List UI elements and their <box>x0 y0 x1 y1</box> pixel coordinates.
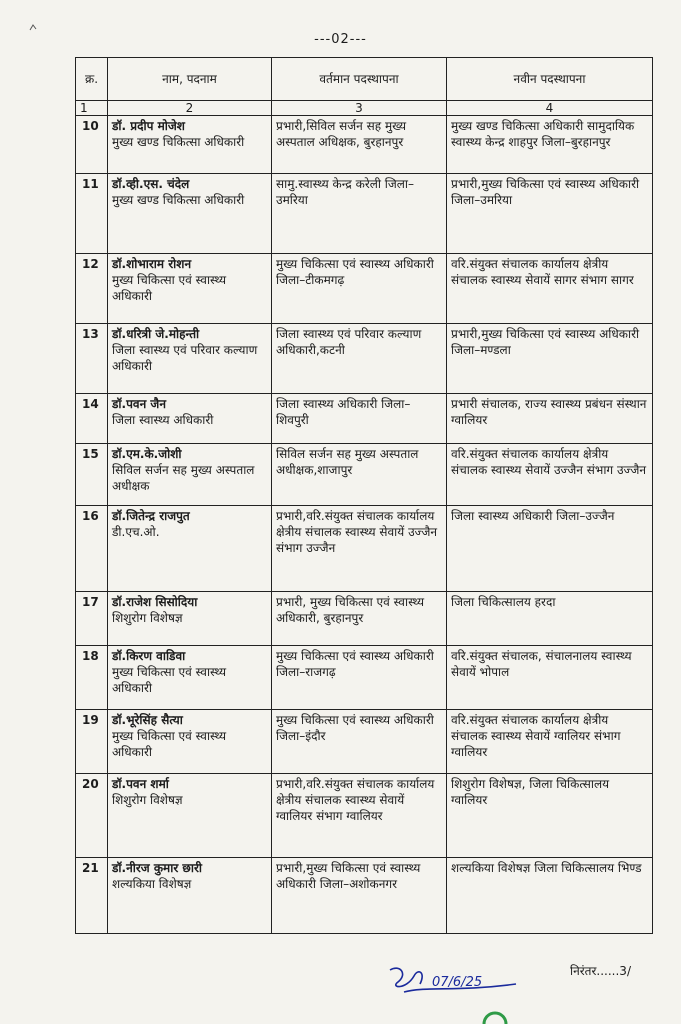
serial-number: 14 <box>76 394 108 444</box>
table-row <box>76 710 653 774</box>
current-posting: प्रभारी,सिविल सर्जन सह मुख्य अस्पताल अधिक्षक, बुरहानपुर <box>272 116 447 174</box>
table-row <box>76 592 653 646</box>
current-posting: सिविल सर्जन सह मुख्य अस्पताल अधीक्षक,शाजापुर <box>272 444 447 506</box>
table-row <box>76 646 653 710</box>
serial-number: 12 <box>76 254 108 324</box>
header-new-posting: नवीन पदस्थापना <box>447 58 653 101</box>
name-designation-cell <box>108 394 272 444</box>
officer-designation: जिला स्वास्थ्य एवं परिवार कल्याण अधिकारी <box>112 343 258 373</box>
officer-designation: शिशुरोग विशेषज्ञ <box>112 793 183 807</box>
table-row <box>76 324 653 394</box>
new-posting: वरि.संयुक्त संचालक, संचालनालय स्वास्थ्य सेवायें भोपाल <box>447 646 653 710</box>
table-row <box>76 116 653 174</box>
officer-designation: जिला स्वास्थ्य अधिकारी <box>112 413 214 427</box>
stamp-edge <box>482 1008 508 1024</box>
column-number: 3 <box>272 101 447 116</box>
column-number: 1 <box>76 101 108 116</box>
serial-number: 10 <box>76 116 108 174</box>
signature-date: 07/6/25 <box>432 975 483 990</box>
table-row <box>76 254 653 324</box>
serial-number: 17 <box>76 592 108 646</box>
serial-number: 19 <box>76 710 108 774</box>
name-designation-cell <box>108 858 272 934</box>
serial-number: 16 <box>76 506 108 592</box>
column-number-row <box>76 101 653 116</box>
officer-designation: डी.एच.ओ. <box>112 525 160 539</box>
page-number: ---02--- <box>314 32 367 47</box>
new-posting: जिला स्वास्थ्य अधिकारी जिला–उज्जैन <box>447 506 653 592</box>
serial-number: 11 <box>76 174 108 254</box>
new-posting: शिशुरोग विशेषज्ञ, जिला चिकित्सालय ग्वालियर <box>447 774 653 858</box>
table-row <box>76 858 653 934</box>
officer-name: डॉ.नीरज कुमार छारी <box>112 861 202 875</box>
officer-designation: शिशुरोग विशेषज्ञ <box>112 611 183 625</box>
officer-designation: सिविल सर्जन सह मुख्य अस्पताल अधीक्षक <box>112 463 255 493</box>
current-posting: जिला स्वास्थ्य अधिकारी जिला–शिवपुरी <box>272 394 447 444</box>
new-posting: प्रभारी,मुख्य चिकित्सा एवं स्वास्थ्य अधिकारी जिला–उमरिया <box>447 174 653 254</box>
officer-name: डॉ.जितेन्द्र राजपुत <box>112 509 190 523</box>
officer-name: डॉ.व्ही.एस. चंदेल <box>112 177 190 191</box>
table-row <box>76 444 653 506</box>
transfer-table <box>75 57 653 934</box>
name-designation-cell <box>108 324 272 394</box>
officer-designation: मुख्य चिकित्सा एवं स्वास्थ्य अधिकारी <box>112 665 227 695</box>
continued-note: निरंतर......3/ <box>570 964 631 978</box>
serial-number: 13 <box>76 324 108 394</box>
current-posting: सामु.स्वास्थ्य केन्द्र करेली जिला–उमरिया <box>272 174 447 254</box>
table-row <box>76 174 653 254</box>
officer-name: डॉ. प्रदीप मोजेश <box>112 119 185 133</box>
serial-number: 21 <box>76 858 108 934</box>
name-designation-cell <box>108 646 272 710</box>
table-row <box>76 394 653 444</box>
current-posting: प्रभारी,मुख्य चिकित्सा एवं स्वास्थ्य अधिकारी जिला–अशोकनगर <box>272 858 447 934</box>
officer-name: डॉ.शोभाराम रोशन <box>112 257 192 271</box>
current-posting: मुख्य चिकित्सा एवं स्वास्थ्य अधिकारी जिला–टीकमगढ़ <box>272 254 447 324</box>
serial-number: 15 <box>76 444 108 506</box>
margin-mark <box>28 22 38 32</box>
current-posting: प्रभारी, मुख्य चिकित्सा एवं स्वास्थ्य अधिकारी, बुरहानपुर <box>272 592 447 646</box>
current-posting: प्रभारी,वरि.संयुक्त संचालक कार्यालय क्षेत्रीय संचालक स्वास्थ्य सेवायें ग्वालियर संभाग ग्वालियर <box>272 774 447 858</box>
officer-designation: मुख्य खण्ड चिकित्सा अधिकारी <box>112 193 245 207</box>
new-posting: वरि.संयुक्त संचालक कार्यालय क्षेत्रीय संचालक स्वास्थ्य सेवायें सागर संभाग सागर <box>447 254 653 324</box>
serial-number: 18 <box>76 646 108 710</box>
new-posting: वरि.संयुक्त संचालक कार्यालय क्षेत्रीय संचालक स्वास्थ्य सेवायें ग्वालियर संभाग ग्वालियर <box>447 710 653 774</box>
name-designation-cell <box>108 506 272 592</box>
current-posting: जिला स्वास्थ्य एवं परिवार कल्याण अधिकारी,कटनी <box>272 324 447 394</box>
current-posting: मुख्य चिकित्सा एवं स्वास्थ्य अधिकारी जिला–राजगढ़ <box>272 646 447 710</box>
name-designation-cell <box>108 774 272 858</box>
new-posting: शल्यकिया विशेषज्ञ जिला चिकित्सालय भिण्ड <box>447 858 653 934</box>
table-row <box>76 774 653 858</box>
officer-designation: शल्यकिया विशेषज्ञ <box>112 877 192 891</box>
name-designation-cell <box>108 116 272 174</box>
new-posting: प्रभारी,मुख्य चिकित्सा एवं स्वास्थ्य अधिकारी जिला–मण्डला <box>447 324 653 394</box>
officer-designation: मुख्य चिकित्सा एवं स्वास्थ्य अधिकारी <box>112 273 227 303</box>
officer-name: डॉ.पवन शर्मा <box>112 777 169 791</box>
officer-name: डॉ.पवन जैन <box>112 397 166 411</box>
officer-name: डॉ.एम.के.जोशी <box>112 447 182 461</box>
name-designation-cell <box>108 444 272 506</box>
name-designation-cell <box>108 592 272 646</box>
current-posting: मुख्य चिकित्सा एवं स्वास्थ्य अधिकारी जिला–इंदौर <box>272 710 447 774</box>
name-designation-cell <box>108 710 272 774</box>
signature <box>386 962 526 996</box>
new-posting: मुख्य खण्ड चिकित्सा अधिकारी सामुदायिक स्वास्थ्य केन्द्र शाहपुर जिला–बुरहानपुर <box>447 116 653 174</box>
new-posting: जिला चिकित्सालय हरदा <box>447 592 653 646</box>
table-row <box>76 506 653 592</box>
officer-name: डॉ.किरण वाडिवा <box>112 649 186 663</box>
name-designation-cell <box>108 174 272 254</box>
new-posting: प्रभारी संचालक, राज्य स्वास्थ्य प्रबंधन संस्थान ग्वालियर <box>447 394 653 444</box>
new-posting: वरि.संयुक्त संचालक कार्यालय क्षेत्रीय संचालक स्वास्थ्य सेवायें उज्जैन संभाग उज्जैन <box>447 444 653 506</box>
officer-name: डॉ.धरित्री जे.मोहन्ती <box>112 327 200 341</box>
officer-designation: मुख्य चिकित्सा एवं स्वास्थ्य अधिकारी <box>112 729 227 759</box>
current-posting: प्रभारी,वरि.संयुक्त संचालक कार्यालय क्षेत्रीय संचालक स्वास्थ्य सेवायें उज्जैन संभाग उज्जैन <box>272 506 447 592</box>
serial-number: 20 <box>76 774 108 858</box>
column-number: 2 <box>108 101 272 116</box>
officer-designation: मुख्य खण्ड चिकित्सा अधिकारी <box>112 135 245 149</box>
table-header-row <box>76 58 653 101</box>
header-serial: क्र. <box>76 58 108 101</box>
name-designation-cell <box>108 254 272 324</box>
header-current-posting: वर्तमान पदस्थापना <box>272 58 447 101</box>
officer-name: डॉ.भूरेसिंह सैत्या <box>112 713 183 727</box>
officer-name: डॉ.राजेश सिसोदिया <box>112 595 198 609</box>
header-name-designation: नाम, पदनाम <box>108 58 272 101</box>
column-number: 4 <box>447 101 653 116</box>
